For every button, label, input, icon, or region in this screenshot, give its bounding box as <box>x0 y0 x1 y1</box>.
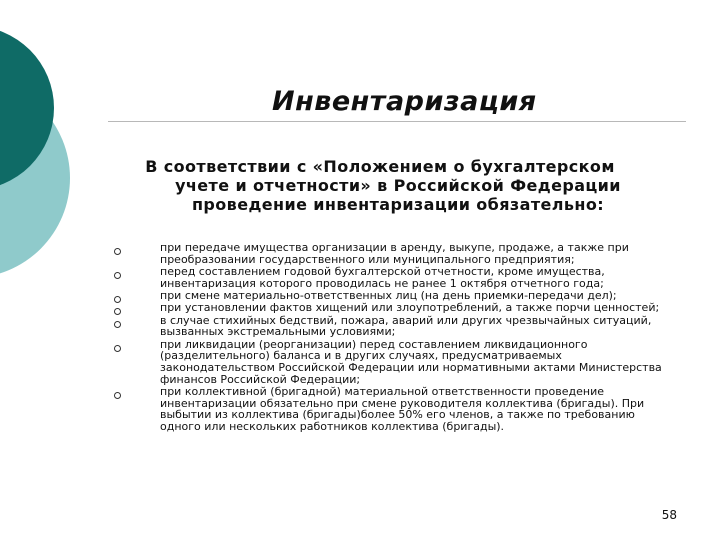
bullet-icon <box>114 392 121 399</box>
list-item-text: при ликвидации (реорганизации) перед составлением ликвидационного (разделительного) баланса и в других случаях, предусматриваемых законодательством Российской Федерации или нормативными актами Министерства финансов Российской Федерации; <box>160 337 662 386</box>
list-item <box>112 242 672 265</box>
inventory-cases-list <box>112 242 672 433</box>
list-item <box>112 315 672 338</box>
bullet-icon <box>114 272 121 279</box>
subtitle-line-2: учете и отчетности» в Российской Федерации <box>175 176 621 195</box>
bullet-icon <box>114 248 121 255</box>
list-item-text: перед составлением годовой бухгалтерской отчетности, кроме имущества, инвентаризация которого проводилась не ранее 1 октября отчетного года; <box>160 265 605 290</box>
list-item <box>112 290 672 302</box>
bullet-icon <box>114 321 121 328</box>
subtitle-line-1: В соответствии с «Положением о бухгалтерском <box>145 157 615 176</box>
bullet-icon <box>114 345 121 352</box>
title-divider <box>108 121 686 122</box>
slide-title: Инвентаризация <box>272 86 537 117</box>
page-number: 58 <box>661 508 677 522</box>
list-item <box>112 386 672 433</box>
list-item <box>112 266 672 289</box>
list-item <box>112 339 672 386</box>
list-item-text: при передаче имущества организации в аренду, выкупе, продаже, а также при преобразовании государственного или муниципального предприятия; <box>160 241 629 266</box>
slide-subtitle <box>108 157 688 214</box>
list-item-text: при установлении фактов хищений или злоупотреблений, а также порчи ценностей; <box>160 301 660 315</box>
list-item <box>112 302 672 314</box>
list-item-text: при смене материально-ответственных лиц (на день приемки-передачи дел); <box>160 289 617 302</box>
list-item-text: в случае стихийных бедствий, пожара, аварий или других чрезвычайных ситуаций, вызванных экстремальными условиями; <box>160 313 652 339</box>
decorative-circles <box>0 0 120 320</box>
list-item-text: при коллективной (бригадной) материальной ответственности проведение инвентаризации обязательно при смене руководителя коллектива (бригады). При выбытии из коллектива (бригады)более 50% его членов, а также по требованию одного или нескольких работников коллектива (бригады). <box>160 385 645 434</box>
subtitle-line-3: проведение инвентаризации обязательно: <box>191 195 605 214</box>
